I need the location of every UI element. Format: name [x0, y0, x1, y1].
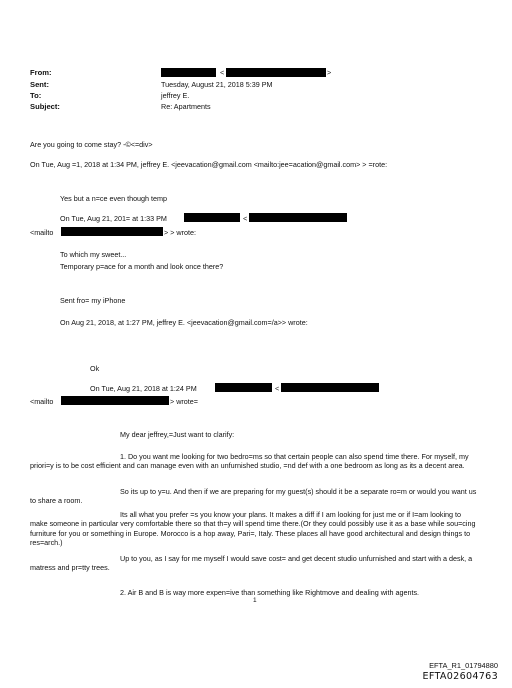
redaction-block — [249, 213, 347, 222]
bates-id-secondary: EFTA02604763 — [422, 671, 498, 682]
sent-label: Sent: — [30, 80, 49, 89]
wrote-label: > > wrote: — [164, 228, 196, 237]
body-line: Temporary p=ace for a month and look once there? — [60, 262, 224, 271]
sent-value: Tuesday, August 21, 2018 5:39 PM — [161, 80, 273, 89]
quote-header: On Tue, Aug =1, 2018 at 1:34 PM, jeffrey E. <jeevacation@gmail.com <mailto:jee=acation@gmail.com> > =rote: — [30, 160, 388, 169]
redaction-block — [226, 68, 326, 77]
redaction-block — [215, 383, 272, 392]
angle-open: < — [275, 384, 280, 393]
redaction-block — [61, 227, 163, 236]
paragraph: So its up to y=u. And then if we are preparing for my guest(s) should it be a separate ro=m or would you want us to share a room. — [30, 487, 477, 506]
subject-label: Subject: — [30, 102, 60, 111]
to-label: To: — [30, 91, 42, 100]
redaction-block — [161, 68, 216, 77]
redaction-block — [184, 213, 240, 222]
page-number: 1 — [253, 597, 257, 604]
quote-header: On Tue, Aug 21, 201= at 1:33 PM — [60, 214, 167, 223]
body-line: Sent fro= my iPhone — [60, 296, 126, 305]
body-line: My dear jeffrey,=Just want to clarify: — [120, 430, 235, 439]
body-line: Ok — [90, 364, 100, 373]
from-angle-open: < — [220, 68, 225, 77]
from-label: From: — [30, 68, 52, 77]
subject-value: Re: Apartments — [161, 102, 211, 111]
mailto-label: <mailto — [30, 228, 54, 237]
bates-id-primary: EFTA_R1_01794880 — [429, 661, 498, 670]
paragraph: 1. Do you want me looking for two bedro=ms so that certain people can also spend time there. For myself, my priori=y is to be cost efficient and can manage even with an unfurnished studio, =nd def with a one bedroom as long as its a decent area. — [30, 452, 469, 471]
quote-header: On Tue, Aug 21, 2018 at 1:24 PM — [90, 384, 197, 393]
mailto-label: <mailto — [30, 397, 54, 406]
redaction-block — [281, 383, 379, 392]
to-value: jeffrey E. — [161, 91, 190, 100]
body-line: Are you going to come stay? -©<=div> — [30, 140, 153, 149]
paragraph: Up to you, as I say for me myself I would save cost= and get decent studio unfurnished and start with a desk, a matress and pr=tty trees. — [30, 554, 473, 573]
quote-header: On Aug 21, 2018, at 1:27 PM, jeffrey E. <jeevacation@gmail.com=/a>> wrote: — [60, 318, 308, 327]
paragraph: Its all what you prefer =s you know your plans. It makes a diff if I am looking for just me or if I=am looking to make someone in particular very comfortable there so that th=y will spend time there.(Or they could possibly use it as a base while sou=cing furniture for you or something in Europe. Morocco is a hop away, Pari=, Italy. These places all have good architectural and design things to res=arch.) — [30, 510, 476, 547]
from-angle-close: > — [327, 68, 332, 77]
angle-open: < — [243, 214, 248, 223]
paragraph: 2. Air B and B is way more expen=ive than something like Rightmove and dealing with agents. — [120, 588, 420, 597]
redaction-block — [61, 396, 169, 405]
body-line: Yes but a n=ce even though temp — [60, 194, 168, 203]
wrote-label: > wrote= — [170, 397, 198, 406]
body-line: To which my sweet... — [60, 250, 127, 259]
